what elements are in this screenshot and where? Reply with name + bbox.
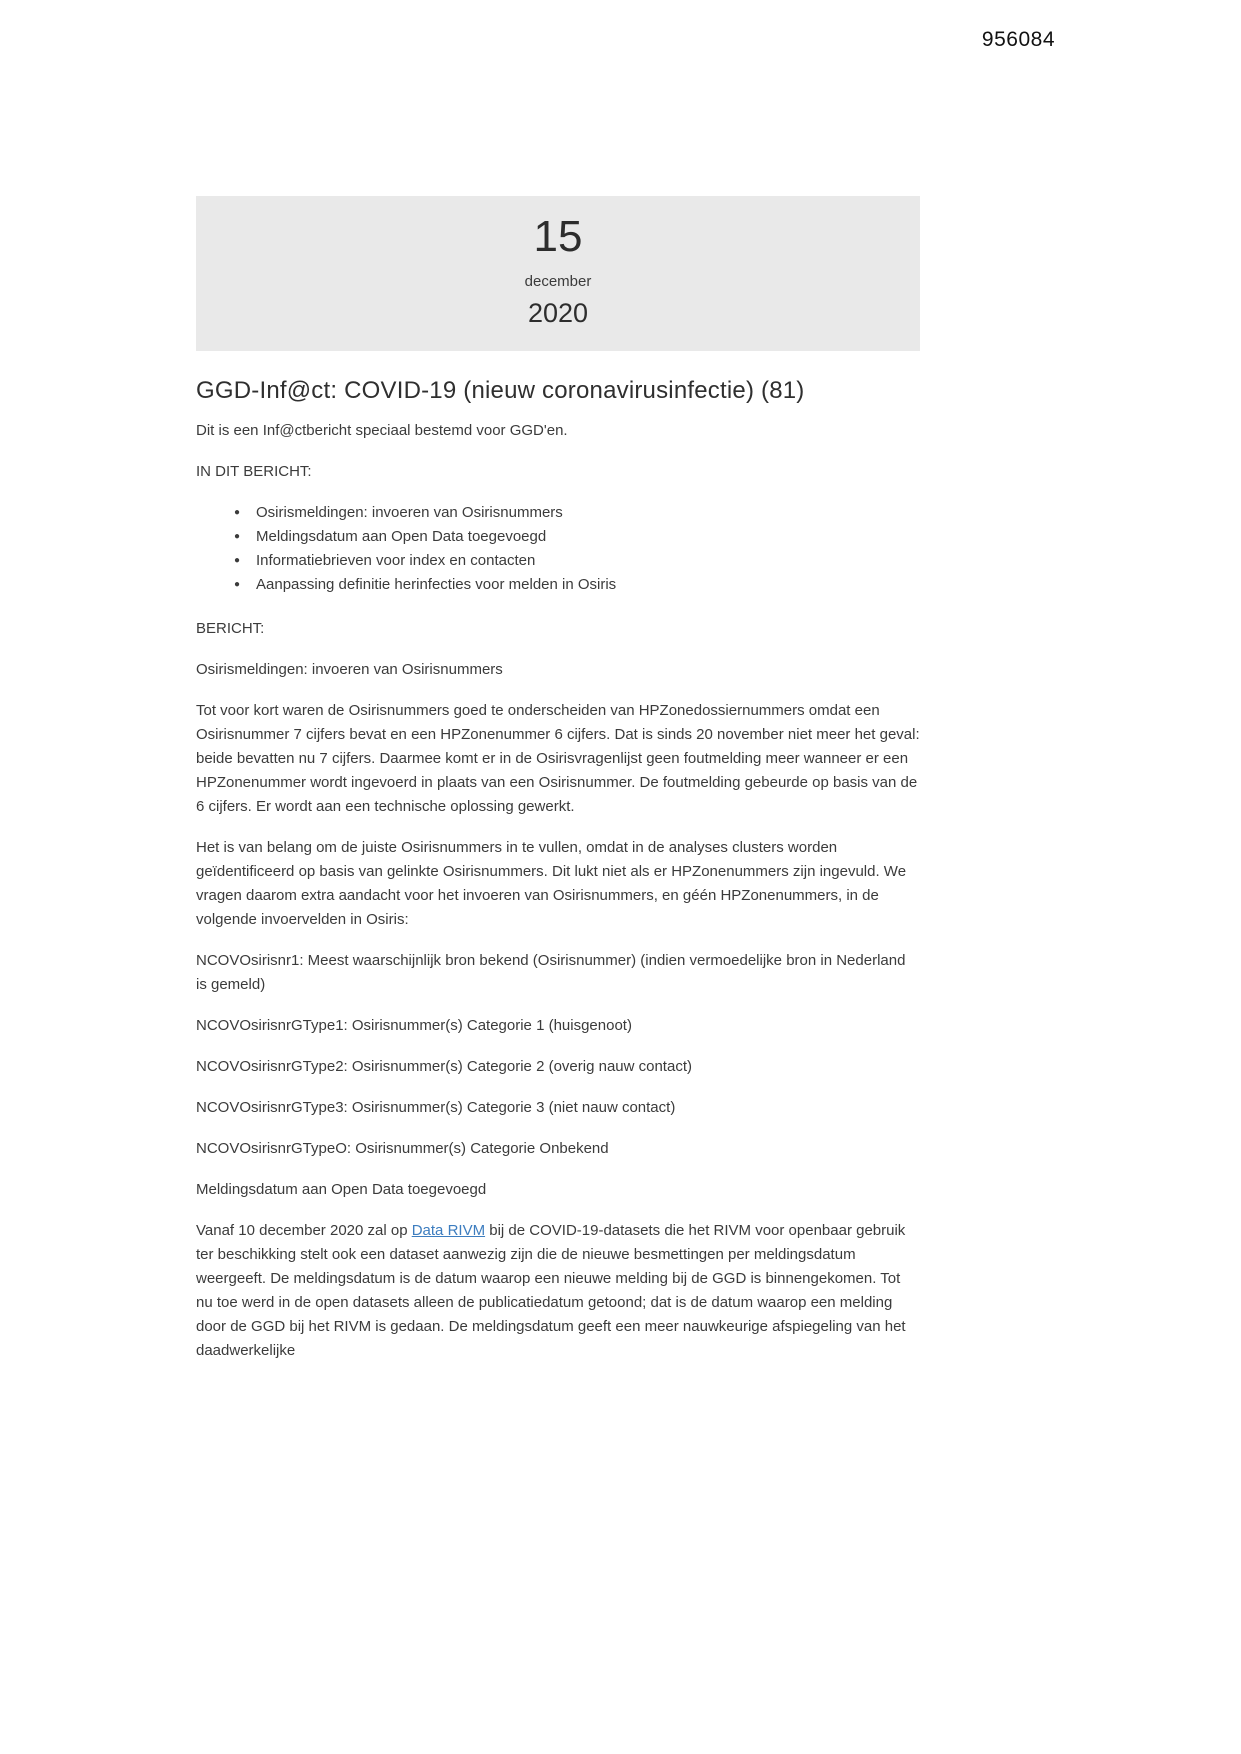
field-ncovosirisnr1: NCOVOsirisnr1: Meest waarschijnlijk bron bekend (Osirisnummer) (indien vermoedelijke bron in Nederland is gemeld) — [196, 951, 906, 993]
toc-list — [196, 501, 920, 597]
field-ncovosirisnrgtype2: NCOVOsirisnrGType2: Osirisnummer(s) Categorie 2 (overig nauw contact) — [196, 1057, 692, 1075]
document-body — [196, 196, 920, 1380]
document-number: 956084 — [981, 28, 1055, 51]
section-heading-meldingsdatum: Meldingsdatum aan Open Data toegevoegd — [196, 1180, 487, 1198]
data-rivm-link[interactable]: Data RIVM — [411, 1221, 486, 1239]
article-title: GGD-Inf@ct: COVID-19 (nieuw coronavirusinfectie) (81) — [196, 376, 805, 404]
toc-item: ● Aanpassing definitie herinfecties voor melden in Osiris — [234, 573, 920, 597]
paragraph-meldingsdatum-text-before: Vanaf 10 december 2020 zal op — [196, 1221, 412, 1239]
date-header-box — [196, 196, 920, 351]
date-day: 15 — [533, 212, 583, 261]
field-ncovosirisnrgtype3: NCOVOsirisnrGType3: Osirisnummer(s) Categorie 3 (niet nauw contact) — [196, 1098, 676, 1116]
toc-item: ● Osirismeldingen: invoeren van Osirisnummers — [234, 501, 920, 525]
article-intro: Dit is een Inf@ctbericht speciaal bestemd voor GGD'en. — [196, 421, 568, 439]
paragraph-meldingsdatum — [196, 1219, 920, 1363]
field-ncovosirisnrgtypeo: NCOVOsirisnrGTypeO: Osirisnummer(s) Categorie Onbekend — [196, 1139, 609, 1157]
paragraph-meldingsdatum-text-after: bij de COVID-19-datasets die het RIVM voor openbaar gebruik ter beschikking stelt ook een dataset aanwezig zijn die de nieuwe besmettingen per meldingsdatum weergeeft. De meldingsdatum is de datum waarop een nieuwe melding bij de GGD is binnengekomen. Tot nu toe werd in de open datasets alleen de publicatiedatum getoond; dat is de datum waarop een melding door de GGD bij het RIVM is gedaan. De meldingsdatum geeft een meer nauwkeurige afspiegeling van het daadwerkelijke — [196, 1221, 906, 1359]
toc-item: ● Informatiebrieven voor index en contacten — [234, 549, 920, 573]
field-ncovosirisnrgtype1: NCOVOsirisnrGType1: Osirisnummer(s) Categorie 1 (huisgenoot) — [196, 1016, 632, 1034]
bericht-label: BERICHT: — [196, 619, 265, 637]
date-month: december — [524, 272, 592, 290]
in-dit-bericht-label: IN DIT BERICHT: — [196, 462, 312, 480]
paragraph-osirisnummers-1: Tot voor kort waren de Osirisnummers goed te onderscheiden van HPZonedossiernummers omdat een Osirisnummer 7 cijfers bevat en een HPZonenummer 6 cijfers. Dat is sinds 20 november niet meer het geval: beide bevatten nu 7 cijfers. Daarmee komt er in de Osirisvragenlijst geen foutmelding meer wanneer er een HPZonenummer wordt ingevoerd in plaats van een Osirisnummer. De foutmelding gebeurde op basis van de 6 cijfers. Er wordt aan een technische oplossing gewerkt. — [196, 701, 920, 815]
paragraph-osirisnummers-2: Het is van belang om de juiste Osirisnummers in te vullen, omdat in de analyses clusters worden geïdentificeerd op basis van gelinkte Osirisnummers. Dit lukt niet als er HPZonenummers zijn ingevuld. We vragen daarom extra aandacht voor het invoeren van Osirisnummers, en géén HPZonenummers, in de volgende invoervelden in Osiris: — [196, 838, 907, 928]
section-heading-osirismeldingen: Osirismeldingen: invoeren van Osirisnummers — [196, 660, 503, 678]
date-year: 2020 — [527, 297, 589, 328]
toc-item: ● Meldingsdatum aan Open Data toegevoegd — [234, 525, 920, 549]
